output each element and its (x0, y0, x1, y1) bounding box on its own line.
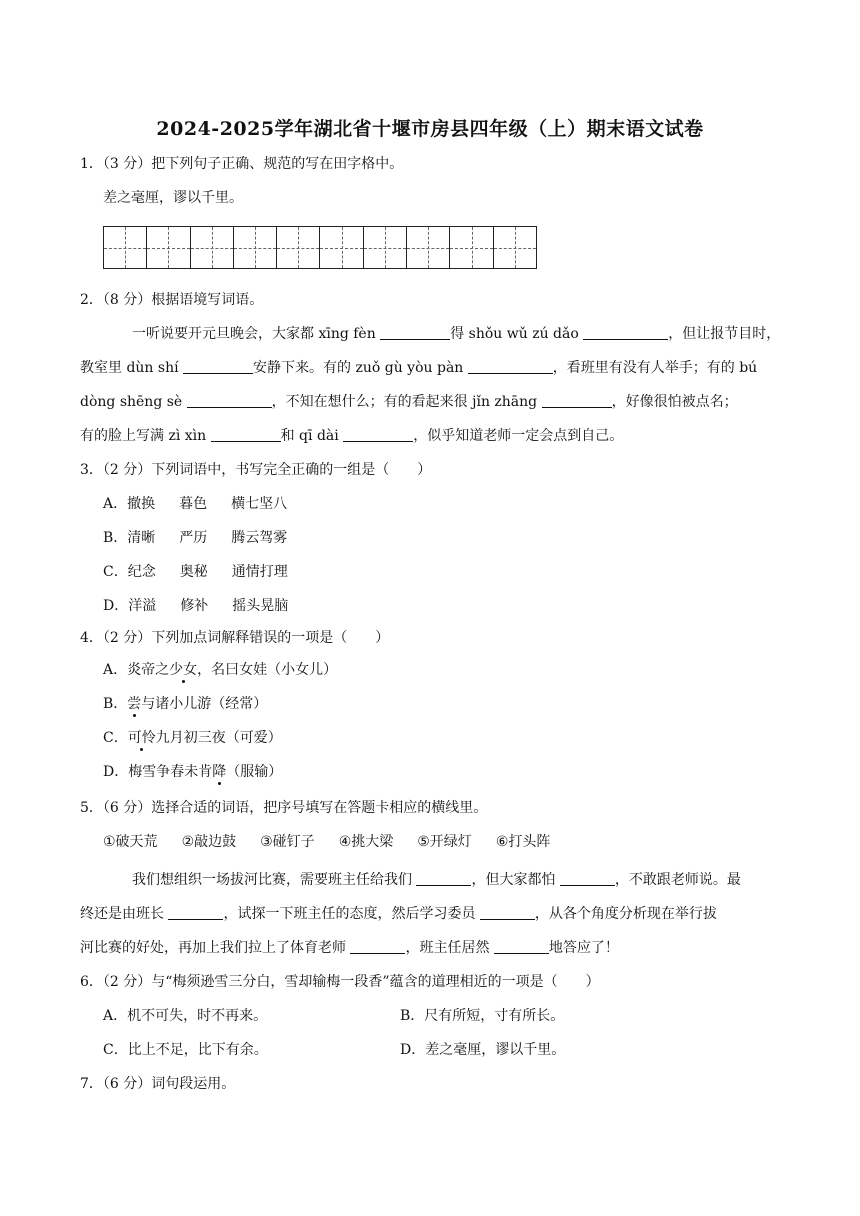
option-word: 通情打理 (231, 564, 288, 580)
option-word: 洋溢 (128, 598, 157, 614)
q2-text: 有的脸上写满 zì xìn (80, 428, 207, 444)
q6-stem: 6．（2 分）与“梅须逊雪三分白，雪却输梅一段香”蕴含的道理相近的一项是（ ） (80, 974, 600, 990)
q5-line-3 (80, 938, 619, 958)
answer-blank[interactable] (380, 325, 450, 340)
answer-blank[interactable] (187, 393, 272, 408)
dotted-word: 少女 (169, 662, 198, 678)
q3-option-a (103, 494, 311, 514)
grid-cell (191, 227, 234, 268)
q2-text: ，好像很怕被点名； (611, 394, 738, 410)
q5-text: 河比赛的好处，再加上我们拉上了体育老师 (80, 940, 346, 956)
word-choice: ②敲边鼓 (181, 834, 237, 850)
option-word: 纪念 (127, 564, 156, 580)
option-label: C． (103, 730, 128, 746)
option-word: 清晰 (127, 530, 156, 546)
q6-option-a: A．机不可失，时不再来。 (103, 1008, 268, 1024)
grid-cell (320, 227, 363, 268)
q5-text: ，从各个角度分析现在举行拔 (534, 906, 717, 922)
q4-option-c (103, 728, 282, 748)
option-word: 奥秘 (179, 564, 208, 580)
answer-blank[interactable] (211, 427, 281, 442)
answer-blank[interactable] (416, 871, 471, 886)
q2-text: ，似乎知道老师一定会点到自己。 (413, 428, 624, 444)
q4-option-d (103, 762, 282, 782)
q2-line-4 (80, 426, 623, 446)
q4-stem: 4．（2 分）下列加点词解释错误的一项是（ ） (80, 630, 390, 646)
q3-stem: 3．（2 分）下列词语中，书写完全正确的一组是（ ） (80, 462, 432, 478)
q3-option-d (103, 596, 312, 616)
grid-cell (234, 227, 277, 268)
q5-text: 我们想组织一场拔河比赛，需要班主任给我们 (132, 872, 412, 888)
q4-option-a (103, 660, 337, 680)
option-text: 与诸小儿游（经常） (141, 696, 268, 712)
answer-blank[interactable] (183, 359, 253, 374)
grid-cell (450, 227, 493, 268)
q2-line-3 (80, 392, 738, 412)
q2-text: 得 shǒu wǔ zú dǎo (450, 326, 579, 342)
grid-cell (104, 227, 147, 268)
word-choice: ⑥打头阵 (495, 834, 551, 850)
option-text: ，名曰女娃（小女儿） (197, 662, 338, 678)
grid-cell (147, 227, 190, 268)
q5-text: ，不敢跟老师说。最 (614, 872, 741, 888)
q2-text: ，不知在想什么；有的看起来很 jǐn zhāng (271, 394, 538, 410)
word-choice: ⑤开绿灯 (417, 834, 472, 850)
option-word: 腾云驾雾 (231, 530, 288, 546)
q1-stem: 1．（3 分）把下列句子正确、规范的写在田字格中。 (80, 156, 404, 172)
answer-blank[interactable] (350, 939, 405, 954)
q5-choices (103, 832, 574, 852)
option-label: D． (103, 764, 129, 780)
q3-option-c (103, 562, 312, 582)
q6-option-c: C．比上不足，比下有余。 (103, 1042, 268, 1058)
q5-text: ，但大家都怕 (471, 872, 556, 888)
answer-blank[interactable] (480, 905, 535, 920)
q2-line-1 (132, 324, 780, 344)
q5-stem: 5．（6 分）选择合适的词语，把序号填写在答题卡相应的横线里。 (80, 800, 488, 816)
q2-text: 安静下来。有的 zuǒ gù yòu pàn (253, 360, 464, 376)
option-text: 梅雪争春未肯 (128, 764, 213, 780)
q2-text: ，但让报节目时， (668, 326, 781, 342)
answer-blank[interactable] (583, 325, 668, 340)
q4-option-b (103, 694, 267, 714)
word-choice: ③碰钉子 (260, 834, 315, 850)
option-label: A． (103, 496, 128, 512)
option-word: 摇头晃脑 (232, 598, 289, 614)
q6-option-b: B．尺有所短，寸有所长。 (400, 1008, 565, 1024)
grid-cell (364, 227, 407, 268)
option-text: 炎帝之 (127, 662, 170, 678)
option-label: D． (103, 598, 129, 614)
option-word: 撤换 (127, 496, 156, 512)
q5-text: 地答应了！ (548, 940, 619, 956)
option-label: C． (103, 564, 128, 580)
dotted-word: 降 (212, 764, 227, 780)
answer-blank[interactable] (494, 939, 549, 954)
option-label: B． (103, 530, 128, 546)
q1-sentence: 差之毫厘，谬以千里。 (103, 190, 243, 206)
q5-text: ，班主任居然 (405, 940, 490, 956)
answer-blank[interactable] (168, 905, 223, 920)
dotted-word: 尝 (127, 696, 142, 712)
q5-text: 终还是由班长 (80, 906, 164, 922)
writing-grid (103, 226, 537, 269)
option-word: 严历 (179, 530, 208, 546)
q2-text: 一听说要开元旦晚会，大家都 xīng fèn (132, 326, 376, 342)
answer-blank[interactable] (468, 359, 553, 374)
grid-cell (494, 227, 536, 268)
option-word: 横七坚八 (231, 496, 288, 512)
option-text: 九月初三夜（可爱） (155, 730, 282, 746)
q5-text: ，试探一下班主任的态度，然后学习委员 (223, 906, 476, 922)
q7-stem: 7．（6 分）词句段运用。 (80, 1076, 236, 1092)
grid-cell (277, 227, 320, 268)
option-label: A． (103, 662, 128, 678)
q2-text: 和 qī dài (280, 428, 339, 444)
answer-blank[interactable] (560, 871, 615, 886)
q2-text: dòng shēng sè (80, 394, 183, 410)
q2-line-2 (80, 358, 757, 378)
option-label: B． (103, 696, 128, 712)
option-word: 暮色 (179, 496, 208, 512)
option-word: 修补 (180, 598, 209, 614)
word-choice: ④挑大梁 (338, 834, 394, 850)
option-text: （服输） (226, 764, 283, 780)
answer-blank[interactable] (343, 427, 413, 442)
q3-option-b (103, 528, 311, 548)
q6-option-d: D．差之毫厘，谬以千里。 (400, 1042, 566, 1058)
q5-line-2 (80, 904, 717, 924)
q2-text: 教室里 dùn shí (80, 360, 179, 376)
answer-blank[interactable] (542, 393, 612, 408)
q5-line-1 (132, 870, 741, 890)
dotted-word: 可怜 (127, 730, 156, 746)
q2-stem: 2．（8 分）根据语境写词语。 (80, 292, 264, 308)
exam-title: 2024-2025学年湖北省十堰市房县四年级（上）期末语文试卷 (156, 118, 704, 140)
grid-cell (407, 227, 450, 268)
q2-text: ，看班里有没有人举手；有的 bú (552, 360, 758, 376)
word-choice: ①破天荒 (103, 834, 158, 850)
